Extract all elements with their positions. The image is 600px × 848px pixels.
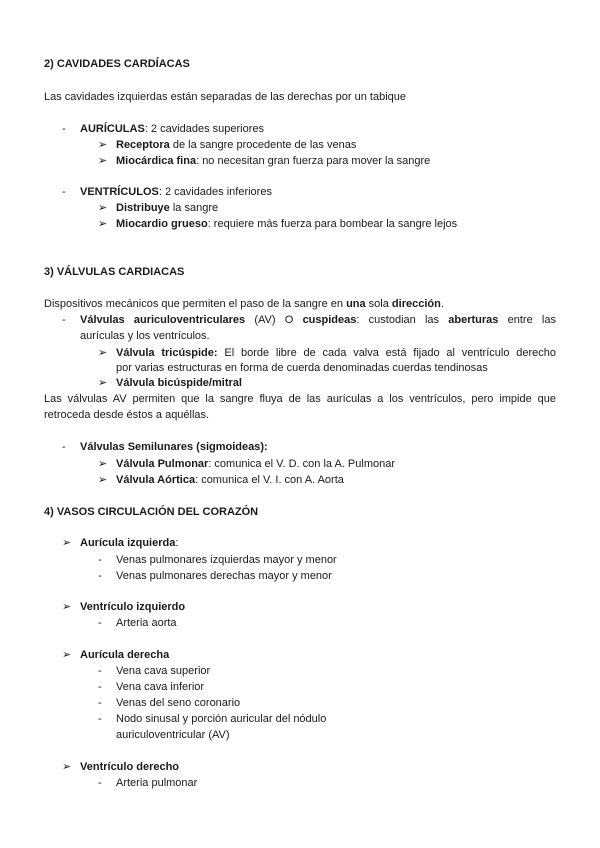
arrow-bullet-icon: ➢	[98, 474, 108, 486]
list-item: Vena cava inferior	[116, 681, 205, 693]
aortica-term: Válvula Aórtica	[116, 474, 196, 486]
arrow-bullet-icon: ➢	[62, 649, 72, 661]
miocardica-desc: : no necesitan gran fuerza para mover la sangre	[196, 155, 431, 167]
arrow-bullet-icon: ➢	[98, 347, 108, 359]
distribuye-desc: la sangre	[169, 202, 219, 214]
distribuye-term: Distribuye	[116, 202, 170, 214]
miocardica-term: Miocárdica fina	[116, 155, 197, 167]
arrow-bullet-icon: ➢	[98, 202, 108, 214]
intro-sola: sola	[365, 298, 392, 310]
bullet-dash: -	[62, 123, 66, 135]
ventriculos-item	[80, 185, 272, 200]
auriculas-sub2	[116, 154, 430, 169]
av-mid2: : custodian las	[356, 314, 449, 326]
av-term: Válvulas auriculoventriculares	[80, 314, 246, 326]
intro-text: Dispositivos mecánicos que permiten el paso de la sangre en	[44, 298, 347, 310]
tricuspide-line1	[116, 346, 556, 361]
arrow-bullet-icon: ➢	[98, 218, 108, 230]
list-item: Venas del seno coronario	[116, 697, 241, 709]
list-item-continuation: auriculoventricular (AV)	[116, 729, 230, 741]
bullet-dash: -	[62, 314, 66, 326]
list-item: Arteria pulmonar	[116, 777, 198, 789]
list-item: Venas pulmonares derechas mayor y menor	[116, 570, 332, 582]
tricuspide-desc1: El borde libre de cada valva está fijado al ventrículo derecho	[217, 347, 556, 359]
semilunares-item	[80, 440, 268, 455]
miocardio-grueso-desc: : requiere más fuerza para bombear la sangre lejos	[207, 218, 458, 230]
section-3-heading: 3) VÁLVULAS CARDIACAS	[44, 266, 185, 278]
tricuspide-term: Válvula tricúspide:	[116, 347, 218, 359]
av-paragraph-line2: retroceda desde éstos a aquéllas.	[44, 409, 210, 421]
miocardio-grueso-term: Miocardio grueso	[116, 218, 208, 230]
list-item: Arteria aorta	[116, 617, 177, 629]
arrow-bullet-icon: ➢	[98, 155, 108, 167]
section-3-intro	[44, 297, 444, 312]
auricula-izquierda-colon: :	[175, 537, 179, 549]
pulmonar-item	[116, 457, 395, 472]
auricula-derecha-term: Aurícula derecha	[80, 649, 170, 661]
bicuspide-term: Válvula bicúspide/mitral	[116, 377, 242, 389]
aortica-desc: : comunica el V. I. con A. Aorta	[195, 474, 344, 486]
bullet-dash: -	[98, 697, 102, 709]
bullet-dash: -	[98, 554, 102, 566]
bullet-dash: -	[62, 186, 66, 198]
receptora-desc: de la sangre procedente de las venas	[169, 139, 357, 151]
intro-direccion: dirección	[391, 298, 441, 310]
ventriculo-derecho-item	[80, 760, 179, 775]
section-2-heading: 2) CAVIDADES CARDÍACAS	[44, 58, 190, 70]
aberturas-term: aberturas	[448, 314, 499, 326]
auriculas-desc: : 2 cavidades superiores	[144, 123, 265, 135]
av-end: entre las	[498, 314, 556, 326]
arrow-bullet-icon: ➢	[98, 458, 108, 470]
pulmonar-term: Válvula Pulmonar	[116, 458, 209, 470]
bicuspide-item	[116, 376, 242, 391]
arrow-bullet-icon: ➢	[62, 761, 72, 773]
ventriculo-izquierdo-term: Ventrículo izquierdo	[80, 601, 186, 613]
receptora-term: Receptora	[116, 139, 170, 151]
auriculas-term: AURÍCULAS	[80, 123, 145, 135]
semilunares-term: Válvulas Semilunares (sigmoideas):	[80, 441, 268, 453]
bullet-dash: -	[62, 441, 66, 453]
intro-una: una	[346, 298, 366, 310]
list-item: Nodo sinusal y porción auricular del nódulo	[116, 713, 327, 725]
section-2-intro: Las cavidades izquierdas están separadas de las derechas por un tabique	[44, 91, 407, 103]
arrow-bullet-icon: ➢	[98, 139, 108, 151]
arrow-bullet-icon: ➢	[62, 601, 72, 613]
ventriculos-term: VENTRÍCULOS	[80, 186, 159, 198]
av-mid: (AV) O	[245, 314, 303, 326]
list-item: Venas pulmonares izquierdas mayor y menor	[116, 554, 337, 566]
arrow-bullet-icon: ➢	[98, 377, 108, 389]
section-4-heading: 4) VASOS CIRCULACIÓN DEL CORAZÓN	[44, 506, 259, 518]
list-item: Vena cava superior	[116, 665, 211, 677]
auriculas-sub1	[116, 138, 356, 153]
bullet-dash: -	[98, 681, 102, 693]
bullet-dash: -	[98, 665, 102, 677]
ventriculo-izquierdo-item	[80, 600, 185, 615]
ventriculos-sub1	[116, 201, 218, 216]
ventriculos-desc: : 2 cavidades inferiores	[158, 186, 272, 198]
bullet-dash: -	[98, 617, 102, 629]
tricuspide-line2: por varias estructuras en forma de cuerda denominadas cuerdas tendinosas	[116, 362, 488, 374]
ventriculo-derecho-term: Ventrículo derecho	[80, 761, 180, 773]
cuspideas-term: cuspideas	[302, 314, 357, 326]
av-paragraph-line1: Las válvulas AV permiten que la sangre fluya de las aurículas a los ventrículos, pero impide que	[44, 393, 556, 405]
auriculas-item	[80, 122, 264, 137]
aortica-item	[116, 473, 344, 488]
intro-period: .	[440, 298, 444, 310]
av-valves-line2: aurículas y los ventrículos.	[80, 330, 210, 342]
auricula-izquierda-term: Aurícula izquierda	[80, 537, 176, 549]
ventriculos-sub2	[116, 217, 457, 232]
av-valves-line1	[80, 313, 556, 328]
auricula-izquierda-item	[80, 536, 178, 551]
arrow-bullet-icon: ➢	[62, 537, 72, 549]
bullet-dash: -	[98, 570, 102, 582]
pulmonar-desc: : comunica el V. D. con la A. Pulmonar	[208, 458, 396, 470]
bullet-dash: -	[98, 777, 102, 789]
auricula-derecha-item	[80, 648, 169, 663]
bullet-dash: -	[98, 713, 102, 725]
